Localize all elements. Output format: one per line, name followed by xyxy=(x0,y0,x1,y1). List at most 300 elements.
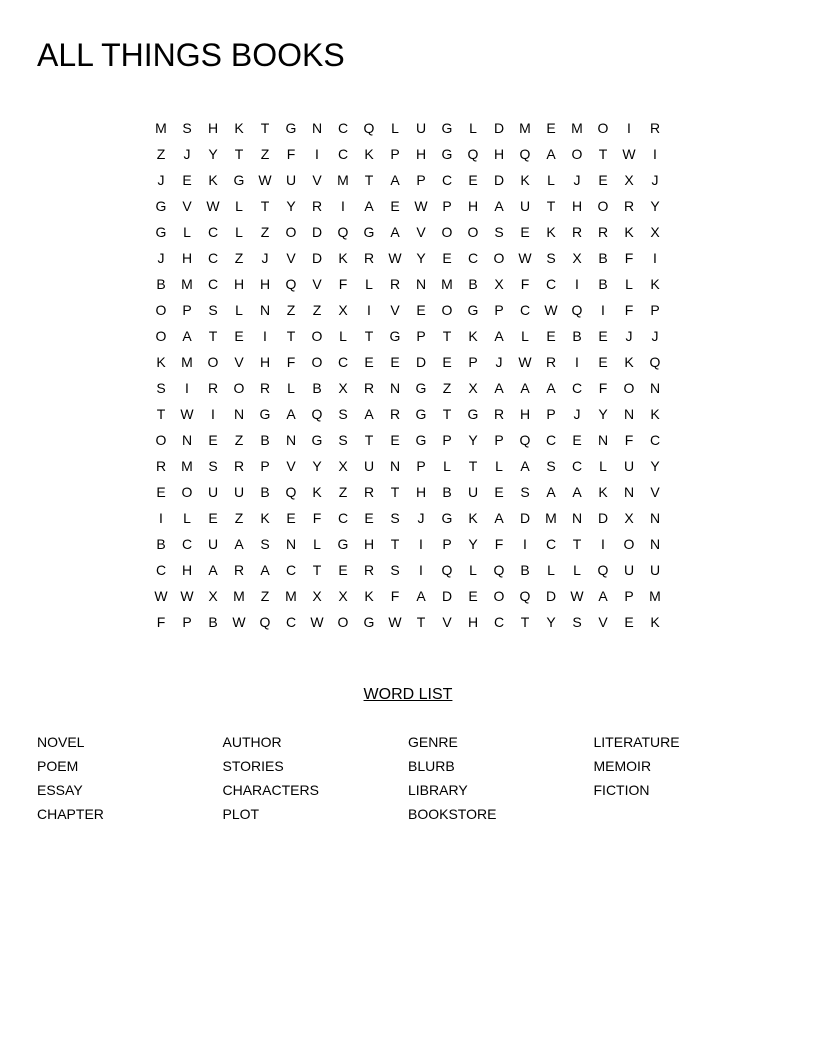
grid-letter[interactable]: C xyxy=(155,562,167,578)
grid-letter[interactable]: Y xyxy=(546,614,556,630)
grid-letter[interactable]: W xyxy=(388,250,402,266)
grid-letter[interactable]: G xyxy=(311,432,323,448)
grid-letter[interactable]: C xyxy=(337,120,349,136)
grid-letter[interactable]: R xyxy=(363,250,375,266)
grid-letter[interactable]: O xyxy=(311,328,323,344)
grid-letter[interactable]: A xyxy=(234,536,244,552)
grid-letter[interactable]: O xyxy=(597,120,609,136)
grid-letter[interactable]: E xyxy=(234,328,244,344)
grid-letter[interactable]: Q xyxy=(519,432,531,448)
grid-letter[interactable]: C xyxy=(649,432,661,448)
grid-letter[interactable]: R xyxy=(311,198,323,214)
grid-letter[interactable]: X xyxy=(650,224,660,240)
grid-letter[interactable]: H xyxy=(571,198,583,214)
grid-letter[interactable]: A xyxy=(416,588,426,604)
grid-letter[interactable]: M xyxy=(181,276,193,292)
grid-letter[interactable]: K xyxy=(338,250,348,266)
grid-letter[interactable]: M xyxy=(649,588,661,604)
grid-letter[interactable]: X xyxy=(312,588,322,604)
grid-letter[interactable]: K xyxy=(598,484,608,500)
grid-letter[interactable]: U xyxy=(519,198,531,214)
grid-letter[interactable]: E xyxy=(442,354,452,370)
grid-letter[interactable]: L xyxy=(547,562,555,578)
grid-letter[interactable]: A xyxy=(494,510,504,526)
grid-letter[interactable]: H xyxy=(519,406,531,422)
grid-letter[interactable]: E xyxy=(364,354,374,370)
grid-letter[interactable]: N xyxy=(181,432,193,448)
grid-letter[interactable]: M xyxy=(181,354,193,370)
grid-letter[interactable]: E xyxy=(390,354,400,370)
grid-letter[interactable]: Q xyxy=(285,276,297,292)
grid-letter[interactable]: I xyxy=(653,250,657,266)
grid-letter[interactable]: P xyxy=(182,302,192,318)
grid-letter[interactable]: N xyxy=(285,432,297,448)
grid-letter[interactable]: Y xyxy=(650,198,660,214)
grid-letter[interactable]: V xyxy=(442,614,452,630)
grid-letter[interactable]: T xyxy=(286,328,296,344)
grid-letter[interactable]: R xyxy=(363,562,375,578)
grid-letter[interactable]: A xyxy=(364,198,374,214)
grid-letter[interactable]: J xyxy=(261,250,269,266)
grid-letter[interactable]: L xyxy=(313,536,321,552)
grid-letter[interactable]: M xyxy=(181,458,193,474)
grid-letter[interactable]: X xyxy=(468,380,478,396)
grid-letter[interactable]: P xyxy=(494,432,504,448)
grid-letter[interactable]: L xyxy=(547,172,555,188)
grid-letter[interactable]: G xyxy=(337,536,349,552)
grid-letter[interactable]: H xyxy=(233,276,245,292)
grid-letter[interactable]: D xyxy=(311,250,323,266)
grid-letter[interactable]: M xyxy=(155,120,167,136)
grid-letter[interactable]: Z xyxy=(312,302,322,318)
grid-letter[interactable]: C xyxy=(571,458,583,474)
grid-letter[interactable]: Z xyxy=(260,588,270,604)
grid-letter[interactable]: E xyxy=(572,432,582,448)
grid-letter[interactable]: W xyxy=(544,302,558,318)
grid-letter[interactable]: E xyxy=(416,302,426,318)
grid-letter[interactable]: S xyxy=(390,562,400,578)
grid-letter[interactable]: R xyxy=(363,380,375,396)
grid-letter[interactable]: S xyxy=(182,120,192,136)
grid-letter[interactable]: G xyxy=(415,380,427,396)
grid-letter[interactable]: J xyxy=(573,406,581,422)
grid-letter[interactable]: T xyxy=(260,198,270,214)
grid-letter[interactable]: P xyxy=(416,172,426,188)
grid-letter[interactable]: H xyxy=(363,536,375,552)
grid-letter[interactable]: Q xyxy=(519,146,531,162)
grid-letter[interactable]: R xyxy=(649,120,661,136)
grid-letter[interactable]: H xyxy=(493,146,505,162)
grid-letter[interactable]: A xyxy=(260,562,270,578)
grid-letter[interactable]: A xyxy=(390,224,400,240)
grid-letter[interactable]: E xyxy=(182,172,192,188)
grid-letter[interactable]: H xyxy=(415,146,427,162)
grid-letter[interactable]: I xyxy=(601,536,605,552)
grid-letter[interactable]: S xyxy=(208,302,218,318)
grid-letter[interactable]: L xyxy=(573,562,581,578)
grid-letter[interactable]: Q xyxy=(337,224,349,240)
grid-letter[interactable]: J xyxy=(495,354,503,370)
grid-letter[interactable]: E xyxy=(546,328,556,344)
grid-letter[interactable]: Q xyxy=(467,146,479,162)
grid-letter[interactable]: X xyxy=(338,380,348,396)
grid-letter[interactable]: F xyxy=(520,276,530,292)
grid-letter[interactable]: B xyxy=(208,614,218,630)
grid-letter[interactable]: Y xyxy=(286,198,296,214)
grid-letter[interactable]: K xyxy=(468,510,478,526)
grid-letter[interactable]: P xyxy=(546,406,556,422)
grid-letter[interactable]: R xyxy=(571,224,583,240)
grid-letter[interactable]: G xyxy=(285,120,297,136)
grid-letter[interactable]: C xyxy=(441,172,453,188)
grid-letter[interactable]: I xyxy=(315,146,319,162)
grid-letter[interactable]: J xyxy=(417,510,425,526)
grid-letter[interactable]: U xyxy=(623,458,635,474)
grid-letter[interactable]: Q xyxy=(259,614,271,630)
grid-letter[interactable]: Z xyxy=(156,146,166,162)
grid-letter[interactable]: A xyxy=(208,562,218,578)
grid-letter[interactable]: T xyxy=(572,536,582,552)
grid-letter[interactable]: W xyxy=(180,406,194,422)
grid-letter[interactable]: O xyxy=(571,146,583,162)
grid-letter[interactable]: W xyxy=(414,198,428,214)
grid-letter[interactable]: L xyxy=(599,458,607,474)
grid-letter[interactable]: G xyxy=(389,328,401,344)
grid-letter[interactable]: C xyxy=(467,250,479,266)
grid-letter[interactable]: E xyxy=(156,484,166,500)
grid-letter[interactable]: N xyxy=(415,276,427,292)
grid-letter[interactable]: L xyxy=(339,328,347,344)
grid-letter[interactable]: E xyxy=(598,354,608,370)
grid-letter[interactable]: R xyxy=(259,380,271,396)
grid-letter[interactable]: S xyxy=(546,458,556,474)
grid-letter[interactable]: N xyxy=(311,120,323,136)
grid-letter[interactable]: V xyxy=(416,224,426,240)
grid-letter[interactable]: Y xyxy=(598,406,608,422)
grid-letter[interactable]: K xyxy=(156,354,166,370)
grid-letter[interactable]: Q xyxy=(571,302,583,318)
grid-letter[interactable]: T xyxy=(364,432,374,448)
grid-letter[interactable]: N xyxy=(389,380,401,396)
grid-letter[interactable]: I xyxy=(419,536,423,552)
grid-letter[interactable]: F xyxy=(156,614,166,630)
grid-letter[interactable]: P xyxy=(624,588,634,604)
grid-letter[interactable]: S xyxy=(338,432,348,448)
grid-letter[interactable]: O xyxy=(467,224,479,240)
grid-letter[interactable]: A xyxy=(494,198,504,214)
grid-letter[interactable]: F xyxy=(598,380,608,396)
grid-letter[interactable]: B xyxy=(572,328,582,344)
grid-letter[interactable]: Y xyxy=(416,250,426,266)
grid-letter[interactable]: D xyxy=(597,510,609,526)
grid-letter[interactable]: T xyxy=(390,536,400,552)
grid-letter[interactable]: X xyxy=(624,510,634,526)
grid-letter[interactable]: N xyxy=(649,510,661,526)
grid-letter[interactable]: Q xyxy=(363,120,375,136)
grid-letter[interactable]: H xyxy=(467,614,479,630)
grid-letter[interactable]: A xyxy=(546,484,556,500)
grid-letter[interactable]: I xyxy=(627,120,631,136)
grid-letter[interactable]: C xyxy=(285,614,297,630)
grid-letter[interactable]: O xyxy=(493,250,505,266)
grid-letter[interactable]: R xyxy=(389,406,401,422)
grid-letter[interactable]: C xyxy=(571,380,583,396)
grid-letter[interactable]: Z xyxy=(286,302,296,318)
grid-letter[interactable]: F xyxy=(312,510,322,526)
grid-letter[interactable]: O xyxy=(623,380,635,396)
grid-letter[interactable]: P xyxy=(442,432,452,448)
grid-letter[interactable]: H xyxy=(259,354,271,370)
grid-letter[interactable]: C xyxy=(545,276,557,292)
grid-letter[interactable]: L xyxy=(365,276,373,292)
grid-letter[interactable]: C xyxy=(519,302,531,318)
grid-letter[interactable]: H xyxy=(467,198,479,214)
grid-letter[interactable]: O xyxy=(181,484,193,500)
grid-letter[interactable]: I xyxy=(341,198,345,214)
grid-letter[interactable]: I xyxy=(575,276,579,292)
grid-letter[interactable]: W xyxy=(518,250,532,266)
grid-letter[interactable]: B xyxy=(468,276,478,292)
grid-letter[interactable]: X xyxy=(624,172,634,188)
grid-letter[interactable]: P xyxy=(494,302,504,318)
grid-letter[interactable]: U xyxy=(285,172,297,188)
grid-letter[interactable]: L xyxy=(521,328,529,344)
grid-letter[interactable]: K xyxy=(260,510,270,526)
grid-letter[interactable]: J xyxy=(157,172,165,188)
grid-letter[interactable]: O xyxy=(441,302,453,318)
grid-letter[interactable]: B xyxy=(312,380,322,396)
grid-letter[interactable]: F xyxy=(286,146,296,162)
grid-letter[interactable]: G xyxy=(155,224,167,240)
grid-letter[interactable]: V xyxy=(598,614,608,630)
grid-letter[interactable]: G xyxy=(467,406,479,422)
grid-letter[interactable]: M xyxy=(545,510,557,526)
grid-letter[interactable]: K xyxy=(520,172,530,188)
grid-letter[interactable]: V xyxy=(286,458,296,474)
grid-letter[interactable]: I xyxy=(263,328,267,344)
grid-letter[interactable]: O xyxy=(155,432,167,448)
grid-letter[interactable]: Z xyxy=(442,380,452,396)
grid-letter[interactable]: Q xyxy=(285,484,297,500)
grid-letter[interactable]: G xyxy=(441,510,453,526)
grid-letter[interactable]: A xyxy=(390,172,400,188)
grid-letter[interactable]: J xyxy=(157,250,165,266)
grid-letter[interactable]: Q xyxy=(493,562,505,578)
grid-letter[interactable]: U xyxy=(207,536,219,552)
grid-letter[interactable]: X xyxy=(494,276,504,292)
grid-letter[interactable]: L xyxy=(235,198,243,214)
grid-letter[interactable]: X xyxy=(338,302,348,318)
grid-letter[interactable]: Z xyxy=(260,224,270,240)
grid-letter[interactable]: K xyxy=(546,224,556,240)
grid-letter[interactable]: N xyxy=(649,536,661,552)
grid-letter[interactable]: F xyxy=(338,276,348,292)
grid-letter[interactable]: Q xyxy=(519,588,531,604)
grid-letter[interactable]: T xyxy=(364,172,374,188)
grid-letter[interactable]: H xyxy=(259,276,271,292)
grid-letter[interactable]: Q xyxy=(441,562,453,578)
grid-letter[interactable]: H xyxy=(207,120,219,136)
grid-letter[interactable]: L xyxy=(495,458,503,474)
grid-letter[interactable]: N xyxy=(649,380,661,396)
grid-letter[interactable]: N xyxy=(623,484,635,500)
grid-letter[interactable]: X xyxy=(338,458,348,474)
grid-letter[interactable]: T xyxy=(312,562,322,578)
grid-letter[interactable]: E xyxy=(494,484,504,500)
grid-letter[interactable]: C xyxy=(493,614,505,630)
grid-letter[interactable]: N xyxy=(597,432,609,448)
grid-letter[interactable]: T xyxy=(416,614,426,630)
grid-letter[interactable]: N xyxy=(623,406,635,422)
grid-letter[interactable]: U xyxy=(207,484,219,500)
grid-letter[interactable]: E xyxy=(390,198,400,214)
grid-letter[interactable]: V xyxy=(234,354,244,370)
grid-letter[interactable]: G xyxy=(363,224,375,240)
grid-letter[interactable]: G xyxy=(363,614,375,630)
grid-letter[interactable]: D xyxy=(415,354,427,370)
grid-letter[interactable]: T xyxy=(234,146,244,162)
grid-letter[interactable]: C xyxy=(545,536,557,552)
grid-letter[interactable]: C xyxy=(207,276,219,292)
grid-letter[interactable]: D xyxy=(493,172,505,188)
grid-letter[interactable]: V xyxy=(390,302,400,318)
grid-letter[interactable]: K xyxy=(624,354,634,370)
grid-letter[interactable]: Y xyxy=(468,536,478,552)
grid-letter[interactable]: B xyxy=(260,484,270,500)
grid-letter[interactable]: B xyxy=(260,432,270,448)
grid-letter[interactable]: O xyxy=(207,354,219,370)
grid-letter[interactable]: A xyxy=(286,406,296,422)
grid-letter[interactable]: P xyxy=(416,328,426,344)
grid-letter[interactable]: F xyxy=(624,250,634,266)
grid-letter[interactable]: G xyxy=(415,406,427,422)
grid-letter[interactable]: B xyxy=(442,484,452,500)
grid-letter[interactable]: R xyxy=(493,406,505,422)
grid-letter[interactable]: L xyxy=(235,302,243,318)
grid-letter[interactable]: M xyxy=(571,120,583,136)
grid-letter[interactable]: M xyxy=(233,588,245,604)
grid-letter[interactable]: A xyxy=(182,328,192,344)
grid-letter[interactable]: L xyxy=(287,380,295,396)
grid-letter[interactable]: I xyxy=(523,536,527,552)
grid-letter[interactable]: Y xyxy=(468,432,478,448)
grid-letter[interactable]: H xyxy=(181,562,193,578)
grid-letter[interactable]: O xyxy=(155,328,167,344)
grid-letter[interactable]: K xyxy=(364,588,374,604)
grid-letter[interactable]: T xyxy=(156,406,166,422)
grid-letter[interactable]: V xyxy=(182,198,192,214)
grid-letter[interactable]: P xyxy=(416,458,426,474)
grid-letter[interactable]: H xyxy=(181,250,193,266)
grid-letter[interactable]: B xyxy=(156,276,166,292)
grid-letter[interactable]: O xyxy=(155,302,167,318)
grid-letter[interactable]: W xyxy=(258,172,272,188)
grid-letter[interactable]: U xyxy=(467,484,479,500)
grid-letter[interactable]: V xyxy=(286,250,296,266)
grid-letter[interactable]: W xyxy=(310,614,324,630)
grid-letter[interactable]: K xyxy=(650,406,660,422)
grid-letter[interactable]: Y xyxy=(208,146,218,162)
grid-letter[interactable]: R xyxy=(207,380,219,396)
grid-letter[interactable]: Y xyxy=(312,458,322,474)
grid-letter[interactable]: A xyxy=(572,484,582,500)
grid-letter[interactable]: O xyxy=(285,224,297,240)
grid-letter[interactable]: D xyxy=(519,510,531,526)
grid-letter[interactable]: I xyxy=(601,302,605,318)
grid-letter[interactable]: A xyxy=(546,380,556,396)
grid-letter[interactable]: W xyxy=(518,354,532,370)
grid-letter[interactable]: S xyxy=(546,250,556,266)
grid-letter[interactable]: F xyxy=(390,588,400,604)
grid-letter[interactable]: I xyxy=(367,302,371,318)
grid-letter[interactable]: Z xyxy=(234,250,244,266)
grid-letter[interactable]: M xyxy=(285,588,297,604)
grid-letter[interactable]: O xyxy=(337,614,349,630)
grid-letter[interactable]: G xyxy=(155,198,167,214)
grid-letter[interactable]: N xyxy=(571,510,583,526)
grid-letter[interactable]: C xyxy=(337,146,349,162)
grid-letter[interactable]: D xyxy=(493,120,505,136)
grid-letter[interactable]: T xyxy=(260,120,270,136)
grid-letter[interactable]: I xyxy=(185,380,189,396)
grid-letter[interactable]: G xyxy=(415,432,427,448)
grid-letter[interactable]: Z xyxy=(260,146,270,162)
grid-letter[interactable]: U xyxy=(623,562,635,578)
grid-letter[interactable]: E xyxy=(390,432,400,448)
grid-letter[interactable]: L xyxy=(625,276,633,292)
grid-letter[interactable]: C xyxy=(545,432,557,448)
grid-letter[interactable]: P xyxy=(442,536,452,552)
grid-letter[interactable]: Q xyxy=(649,354,661,370)
grid-letter[interactable]: T xyxy=(208,328,218,344)
grid-letter[interactable]: N xyxy=(233,406,245,422)
grid-letter[interactable]: A xyxy=(520,458,530,474)
grid-letter[interactable]: R xyxy=(363,484,375,500)
grid-letter[interactable]: I xyxy=(419,562,423,578)
grid-letter[interactable]: Y xyxy=(650,458,660,474)
grid-letter[interactable]: B xyxy=(156,536,166,552)
grid-letter[interactable]: O xyxy=(623,536,635,552)
grid-letter[interactable]: L xyxy=(443,458,451,474)
grid-letter[interactable]: I xyxy=(159,510,163,526)
grid-letter[interactable]: F xyxy=(286,354,296,370)
grid-letter[interactable]: J xyxy=(573,172,581,188)
grid-letter[interactable]: A xyxy=(598,588,608,604)
grid-letter[interactable]: S xyxy=(520,484,530,500)
grid-letter[interactable]: O xyxy=(493,588,505,604)
grid-letter[interactable]: I xyxy=(575,354,579,370)
grid-letter[interactable]: R xyxy=(545,354,557,370)
grid-letter[interactable]: G xyxy=(467,302,479,318)
grid-letter[interactable]: C xyxy=(207,250,219,266)
grid-letter[interactable]: C xyxy=(285,562,297,578)
grid-letter[interactable]: A xyxy=(520,380,530,396)
grid-letter[interactable]: A xyxy=(494,328,504,344)
grid-letter[interactable]: J xyxy=(651,172,659,188)
grid-letter[interactable]: E xyxy=(442,250,452,266)
grid-letter[interactable]: V xyxy=(650,484,660,500)
grid-letter[interactable]: W xyxy=(388,614,402,630)
grid-letter[interactable]: B xyxy=(520,562,530,578)
grid-letter[interactable]: J xyxy=(625,328,633,344)
grid-letter[interactable]: S xyxy=(156,380,166,396)
grid-letter[interactable]: U xyxy=(363,458,375,474)
grid-letter[interactable]: A xyxy=(494,380,504,396)
grid-letter[interactable]: W xyxy=(622,146,636,162)
grid-letter[interactable]: E xyxy=(208,432,218,448)
grid-letter[interactable]: U xyxy=(649,562,661,578)
grid-letter[interactable]: R xyxy=(623,198,635,214)
